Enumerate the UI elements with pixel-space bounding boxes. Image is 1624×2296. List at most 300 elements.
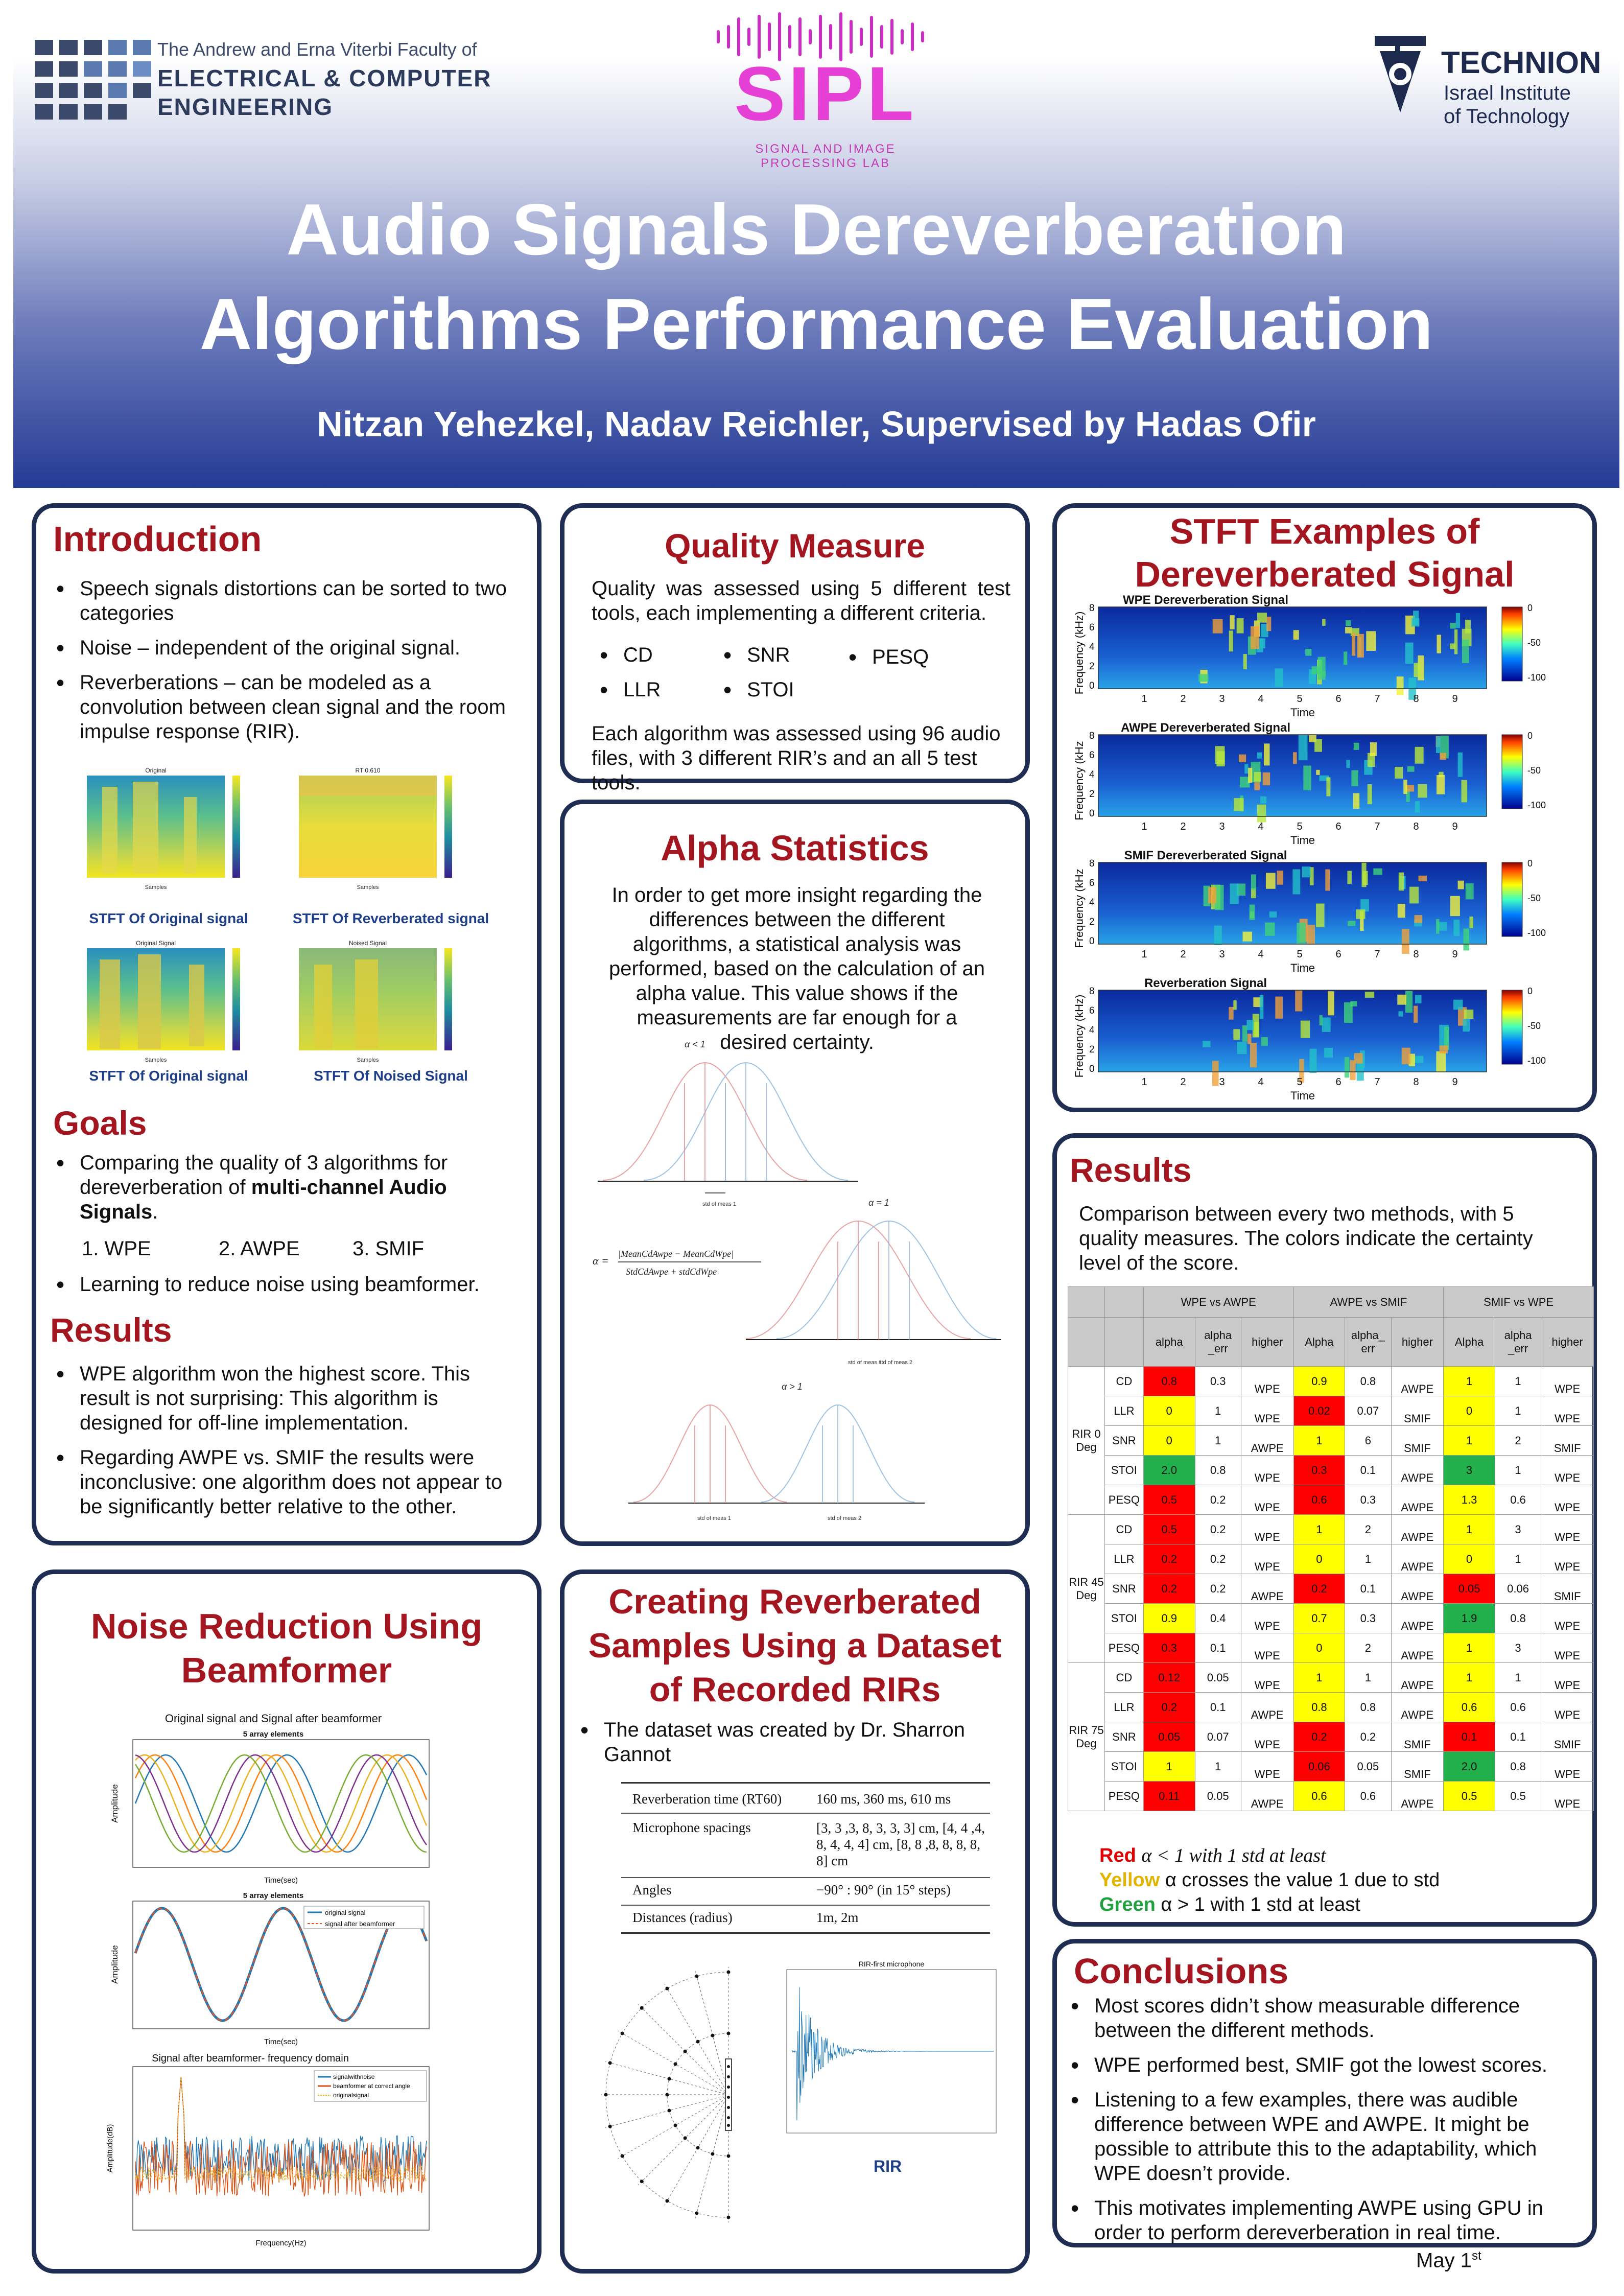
table-cell: AWPE [1391, 1574, 1444, 1604]
spectrogram-burst [1325, 870, 1330, 891]
table-cell: SMIF [1391, 1752, 1444, 1782]
spectrogram-burst [1239, 755, 1246, 762]
table-corner [1104, 1287, 1143, 1318]
table-cell: SMIF [1541, 1722, 1594, 1752]
spectrogram-burst [1260, 995, 1263, 1019]
spectrogram-burst [1402, 929, 1409, 954]
stft-examples-figure [1073, 593, 1589, 1108]
table-cell: 0.2 [1195, 1544, 1241, 1574]
stft-ylabel: Frequency (kHz [1073, 741, 1086, 821]
stft-plot-title: SMIF Dereverberated Signal [1124, 849, 1287, 862]
stft-ytick: 0 [1089, 681, 1095, 691]
stft-xtick: 2 [1180, 949, 1186, 960]
table-cell: WPE [1541, 1782, 1594, 1811]
spectrogram-burst [1261, 1037, 1268, 1046]
stft-plot-title: Reverberation Signal [1144, 976, 1267, 990]
spectrogram-burst [1292, 869, 1300, 894]
stft-xtick: 8 [1413, 693, 1419, 705]
table-cell: WPE [1241, 1722, 1293, 1752]
stft-xtick: 5 [1297, 949, 1303, 960]
speaker-position [727, 2216, 731, 2219]
spectrogram-burst [1361, 862, 1366, 887]
plot-title: Original Signal [135, 940, 176, 947]
spectrogram-burst [1237, 1042, 1247, 1054]
spectrogram-burst [1418, 876, 1427, 881]
spectrogram-burst [1233, 1000, 1236, 1010]
spectrogram-burst [1328, 991, 1334, 1015]
table-cell: 0.2 [1195, 1515, 1241, 1544]
table-measure: PESQ [1104, 1782, 1143, 1811]
quality-measures-col1 [597, 643, 719, 712]
table-cell: 0.2 [1143, 1574, 1195, 1604]
legend-yellow-text: α crosses the value 1 due to std [1165, 1869, 1440, 1891]
table-subheader: alpha _err [1195, 1318, 1241, 1367]
stft-xtick: 3 [1219, 1076, 1225, 1088]
stft-xtick: 3 [1219, 693, 1225, 705]
plot-xlabel: Samples [145, 884, 167, 891]
beamformer-figure [97, 1709, 455, 2251]
colorbar-tick: -50 [1527, 1021, 1541, 1031]
table-cell: 1 [1143, 1752, 1195, 1782]
stft-xtick: 4 [1258, 821, 1264, 832]
table-cell: WPE [1541, 1515, 1594, 1544]
speaker-position [608, 2061, 612, 2065]
spectrogram-burst [1370, 742, 1377, 756]
stft-xtick: 9 [1452, 1076, 1458, 1088]
spectrogram-burst [1354, 1053, 1362, 1063]
spectrogram-burst [1464, 928, 1470, 950]
table-measure: STOI [1104, 1752, 1143, 1782]
spectrogram-burst [1314, 739, 1322, 752]
quality-intro: Quality was assessed using 5 different test tools, each implementing a different criteria. [592, 577, 1010, 624]
results-left-bullets [53, 1362, 523, 1529]
creating-title-2: Samples Using a Dataset [588, 1626, 1002, 1665]
table-cell: WPE [1241, 1752, 1293, 1782]
spectrogram-burst [1436, 919, 1439, 934]
results-right-text: Comparison between every two methods, with 5 quality measures. The colors indicate the certainty level of the score. [1079, 1203, 1533, 1274]
speaker-position [668, 2077, 671, 2080]
table-cell: AWPE [1391, 1515, 1444, 1544]
table-cell: 0.05 [1195, 1782, 1241, 1811]
legend-original: original signal [325, 1909, 366, 1916]
table-measure: SNR [1104, 1426, 1143, 1456]
table-group-header: WPE vs AWPE [1143, 1287, 1293, 1318]
spectrogram-burst [1347, 871, 1352, 884]
rir-param: Angles [632, 1882, 672, 1897]
table-cell: SMIF [1391, 1396, 1444, 1426]
table-cell: 0.1 [1195, 1633, 1241, 1663]
stft-xtick: 6 [1335, 1076, 1341, 1088]
stft-xtick: 8 [1413, 821, 1419, 832]
spectrogram-burst [1465, 620, 1471, 634]
stft-ylabel: Frequency (kHz [1073, 869, 1086, 948]
plot-title: RT 0.610 [355, 767, 381, 774]
table-corner [1104, 1318, 1143, 1367]
spectrogram-burst [1203, 1041, 1210, 1047]
speaker-position [684, 2050, 687, 2053]
beamformer-fig-title: Original signal and Signal after beamformer [164, 1712, 382, 1725]
stft-ytick: 4 [1089, 642, 1095, 652]
spectrogram-burst [1405, 991, 1413, 1013]
goals-bold: multi-channel Audio Signals [80, 1176, 447, 1223]
spectrogram-burst [1402, 1048, 1410, 1064]
table-cell: WPE [1241, 1515, 1293, 1544]
spectrogram-burst [1213, 619, 1223, 634]
stft-ylabel: Frequency (kHz) [1073, 611, 1086, 695]
spectrogram-burst [1260, 796, 1266, 803]
alpha-case-label: α > 1 [782, 1381, 803, 1392]
table-cell: 0.3 [1345, 1485, 1391, 1515]
rir-caption: RIR [874, 2157, 902, 2175]
xlabel-time: Time(sec) [264, 1876, 298, 1885]
spectrogram-burst [1215, 746, 1225, 764]
table-cell: 0.05 [1195, 1663, 1241, 1693]
table-cell: 2 [1345, 1633, 1391, 1663]
intro-bullets [53, 576, 513, 754]
spectrogram-burst [1436, 736, 1441, 753]
quality-title: Quality Measure [665, 527, 925, 565]
spectrogram-burst [1275, 668, 1283, 687]
results-bullet: • Regarding AWPE vs. SMIF the results were inconclusive: one algorithm does not appear to be significantly better relative to the other. [53, 1445, 523, 1519]
goals-title: Goals [53, 1104, 147, 1142]
goal-algo-3: 3. SMIF [352, 1237, 425, 1260]
spectrogram-burst [1397, 995, 1406, 1005]
table-cell: 0.05 [1143, 1722, 1195, 1752]
spectrogram-burst [1266, 617, 1271, 631]
spectrogram-burst [1414, 1006, 1418, 1023]
goals-text: Comparing the quality of 3 algorithms for dereverberation of [80, 1152, 448, 1199]
stft-ytick: 8 [1089, 986, 1095, 997]
speaker-position [684, 2136, 687, 2140]
spectrogram-burst [1464, 1010, 1474, 1019]
faculty-line1: The Andrew and Erna Viterbi Faculty of [157, 39, 477, 60]
table-cell: SMIF [1541, 1426, 1594, 1456]
stft-ytick: 2 [1089, 789, 1095, 800]
spectrogram-burst [1440, 753, 1446, 760]
legend-green-word: Green [1099, 1894, 1156, 1915]
table-cell: AWPE [1241, 1574, 1293, 1604]
table-cell: WPE [1541, 1396, 1594, 1426]
stft-xtick: 9 [1452, 821, 1458, 832]
table-cell: 1.9 [1444, 1604, 1495, 1633]
freq-ylabel: Amplitude(dB) [106, 2124, 114, 2173]
speaker-position [640, 2180, 644, 2183]
table-measure: CD [1104, 1663, 1143, 1693]
angle-ray [695, 2095, 728, 2218]
table-subheader: Alpha [1293, 1318, 1345, 1367]
spectrogram-burst [1269, 911, 1277, 918]
table-measure: STOI [1104, 1456, 1143, 1485]
spectrogram-burst [1214, 926, 1221, 945]
speaker-position [727, 2154, 731, 2158]
spectrogram-burst [1415, 995, 1422, 1003]
stft-xtick: 4 [1258, 1076, 1264, 1088]
stft-plot-title: AWPE Dereverberated Signal [1120, 721, 1291, 735]
creating-bullets [577, 1718, 996, 1777]
stft-noised-plot [284, 939, 478, 1067]
table-corner [1068, 1318, 1105, 1367]
spectrogram-burst [1234, 798, 1243, 811]
spectrogram-burst [1243, 654, 1247, 669]
formula-lhs: α = [593, 1254, 609, 1267]
table-cell: 0.3 [1143, 1633, 1195, 1663]
spectrogram-burst [1257, 753, 1262, 759]
spectrogram-area [1098, 735, 1487, 816]
table-cell: 1 [1495, 1367, 1541, 1396]
spectrogram-burst [1415, 801, 1420, 812]
conclusion-bullet: • WPE performed best, SMIF got the lowest scores. [1068, 2053, 1579, 2077]
table-cell: WPE [1541, 1544, 1594, 1574]
table-cell: 1 [1495, 1544, 1541, 1574]
stft-reverberated-plot [284, 766, 478, 894]
measure-item: • PESQ [845, 645, 968, 669]
faculty-line2: ELECTRICAL & COMPUTER [157, 65, 492, 91]
table-cell: WPE [1241, 1485, 1293, 1515]
table-cell: 0 [1293, 1633, 1345, 1663]
spectrogram-burst [1414, 663, 1421, 677]
table-cell: WPE [1541, 1367, 1594, 1396]
table-cell: 0.6 [1444, 1693, 1495, 1722]
rir-table-rule [621, 1877, 990, 1878]
poster-title-line2: Algorithms Performance Evaluation [199, 284, 1433, 365]
table-cell: 1 [1293, 1663, 1345, 1693]
table-cell: WPE [1241, 1633, 1293, 1663]
alpha-title: Alpha Statistics [661, 828, 929, 868]
technion-line2: Israel Institute [1444, 82, 1571, 104]
ylabel-amplitude-2: Amplitude [110, 1945, 120, 1984]
table-cell: 1 [1293, 1426, 1345, 1456]
formula-denominator: StdCdAwpe + stdCdWpe [626, 1267, 717, 1277]
spectrogram-burst [1212, 1061, 1219, 1086]
stft-ytick: 4 [1089, 1025, 1095, 1036]
spectrogram-burst [1303, 766, 1311, 790]
spectrogram-burst [1312, 666, 1321, 674]
caption-stft-noised: STFT Of Noised Signal [314, 1068, 468, 1084]
table-cell: 0.8 [1345, 1693, 1391, 1722]
table-cell: 0.8 [1293, 1693, 1345, 1722]
sipl-subtitle: SIGNAL AND IMAGE PROCESSING LAB [755, 142, 896, 170]
stft-xtick: 1 [1141, 1076, 1147, 1088]
spectrogram-burst [1463, 1019, 1470, 1032]
table-cell: AWPE [1391, 1782, 1444, 1811]
spectrogram-burst [1344, 1002, 1353, 1023]
colorbar-tick: -50 [1527, 638, 1541, 648]
rir-value: −90° : 90° (in 15° steps) [816, 1882, 951, 1897]
colorbar-tick: -100 [1527, 1056, 1546, 1066]
goal-algo-1: 1. WPE [82, 1237, 151, 1260]
rir-table-rule-bottom [621, 1932, 990, 1934]
spectrogram-burst [1257, 613, 1267, 623]
table-cell: 0.11 [1143, 1782, 1195, 1811]
stft-xlabel: Time [1290, 834, 1315, 847]
stft-xtick: 4 [1258, 949, 1264, 960]
legend-red-word: Red [1099, 1845, 1136, 1866]
results-table [1068, 1286, 1594, 1811]
table-cell: WPE [1541, 1604, 1594, 1633]
table-cell: 1 [1444, 1633, 1495, 1663]
table-cell: 0.1 [1345, 1456, 1391, 1485]
spectrogram-burst [1230, 883, 1238, 904]
spectrogram-burst [1450, 896, 1460, 916]
stft-xlabel: Time [1290, 962, 1315, 974]
measure-item: • LLR [597, 677, 719, 702]
table-cell: 1 [1293, 1515, 1345, 1544]
spectrogram-burst [1405, 643, 1414, 664]
table-group-header: AWPE vs SMIF [1293, 1287, 1444, 1318]
angle-ray [618, 2095, 728, 2159]
spectrogram-burst [1251, 874, 1256, 889]
spectrogram-burst [1229, 1007, 1233, 1020]
speaker-position [727, 2032, 731, 2035]
std-label: std of meas 2 [828, 1515, 862, 1521]
alpha-text: In order to get more insight regarding the differences between the different algorithms, a statistical analysis was performed, based on the calculation of an alpha value. This value shows if the measurements are far enough for a desired certainty. [608, 884, 985, 1053]
spectrogram-burst [1265, 923, 1275, 936]
rir-table-rule [621, 1905, 990, 1906]
freq-fig-title: Signal after beamformer- frequency domain [152, 2053, 349, 2064]
spectrogram-burst [1260, 639, 1265, 648]
table-cell: AWPE [1391, 1663, 1444, 1693]
stft-xtick: 7 [1374, 693, 1380, 705]
spectrogram-burst [1450, 623, 1455, 628]
spectrogram-burst [1357, 634, 1364, 658]
colorbar-tick: -100 [1527, 672, 1546, 683]
stft-ytick: 0 [1089, 936, 1095, 947]
table-cell: 1 [1444, 1663, 1495, 1693]
stft-xtick: 8 [1413, 1076, 1419, 1088]
poster-authors: Nitzan Yehezkel, Nadav Reichler, Supervised by Hadas Ofir [317, 404, 1316, 444]
table-cell: 3 [1495, 1633, 1541, 1663]
table-cell: 2 [1345, 1515, 1391, 1544]
table-cell: SMIF [1391, 1426, 1444, 1456]
results-bullet: • WPE algorithm won the highest score. This result is not surprising: This algorithm is designed for off-line implementation. [53, 1362, 523, 1435]
table-cell: 1 [1495, 1456, 1541, 1485]
stft-xtick: 2 [1180, 693, 1186, 705]
spectrogram-burst [1299, 735, 1308, 760]
std-label: std of meas 1 [697, 1515, 732, 1521]
rir-value: 160 ms, 360 ms, 610 ms [816, 1791, 951, 1807]
table-cell: 1.3 [1444, 1485, 1495, 1515]
table-cell: 0 [1293, 1544, 1345, 1574]
table-cell: WPE [1241, 1367, 1293, 1396]
legend-noisy: signalwithnoise [333, 2073, 375, 2080]
speaker-position [674, 2063, 677, 2066]
table-subheader: alpha [1143, 1318, 1195, 1367]
spectrogram-burst [1458, 753, 1463, 777]
table-measure: LLR [1104, 1693, 1143, 1722]
spectrogram-burst [1230, 615, 1234, 629]
spectrogram-burst [1399, 873, 1404, 891]
std-label: std of meas 1 [848, 1360, 882, 1366]
table-cell: AWPE [1391, 1693, 1444, 1722]
formula-numerator: |MeanCdAwpe − MeanCdWpe| [618, 1249, 734, 1259]
speaker-position [666, 2093, 669, 2097]
table-rir-label: RIR 45 Deg [1068, 1515, 1105, 1663]
spectrogram-burst [1307, 925, 1315, 944]
table-cell: WPE [1541, 1456, 1594, 1485]
spectrogram-burst [1322, 1018, 1331, 1032]
stft-xtick: 6 [1335, 949, 1341, 960]
table-cell: 2.0 [1143, 1456, 1195, 1485]
spectrogram-burst [1403, 780, 1407, 794]
table-cell: 1 [1345, 1663, 1391, 1693]
spectrogram-burst [1295, 991, 1302, 1012]
legend-green [1099, 1892, 1360, 1917]
spectrogram-burst [1450, 643, 1455, 649]
technion-line3: of Technology [1444, 105, 1570, 128]
speaker-position [695, 1975, 698, 1978]
table-cell: WPE [1241, 1604, 1293, 1633]
spectrogram-burst [1326, 777, 1330, 796]
table-cell: WPE [1241, 1456, 1293, 1485]
stft-xtick: 1 [1141, 949, 1147, 960]
table-cell: 0.12 [1143, 1663, 1195, 1693]
goal-algo-2: 2. AWPE [219, 1237, 300, 1260]
spectrogram-burst [1345, 1057, 1349, 1077]
table-cell: 0.8 [1195, 1456, 1241, 1485]
spectrogram-burst [1346, 620, 1351, 626]
spectrogram-burst [1242, 1025, 1247, 1042]
stft-plot-title: WPE Dereverberation Signal [1122, 593, 1289, 607]
table-cell: 0.9 [1293, 1367, 1345, 1396]
table-cell: 0.07 [1195, 1722, 1241, 1752]
spectrogram-burst [1453, 1000, 1463, 1010]
creating-title-1: Creating Reverberated [608, 1582, 981, 1621]
speaker-position [640, 2006, 644, 2010]
plot-xlabel: Samples [357, 1057, 379, 1063]
spectrogram-burst [1456, 613, 1460, 628]
spectrogram-burst [1353, 793, 1359, 809]
table-measure: CD [1104, 1367, 1143, 1396]
table-cell: 0 [1143, 1426, 1195, 1456]
table-corner [1068, 1287, 1105, 1318]
beamformer-sub1: 5 array elements [243, 1730, 304, 1739]
stft-xtick: 3 [1219, 821, 1225, 832]
table-measure: PESQ [1104, 1633, 1143, 1663]
legend-red [1099, 1843, 1326, 1868]
table-group-header: SMIF vs WPE [1444, 1287, 1594, 1318]
stft-xtick: 5 [1297, 821, 1303, 832]
stft-ylabel: Frequency (kHz) [1073, 994, 1086, 1078]
stft-ytick: 4 [1089, 897, 1095, 908]
spectrogram-burst [1418, 784, 1427, 798]
table-cell: 1 [1495, 1663, 1541, 1693]
stft-xtick: 7 [1374, 1076, 1380, 1088]
spectrogram-burst [1437, 775, 1445, 794]
spectrogram-burst [1297, 923, 1305, 944]
spectrogram-burst [1246, 1020, 1254, 1030]
table-cell: 0.05 [1345, 1752, 1391, 1782]
table-cell: 0.7 [1293, 1604, 1345, 1633]
noise-title-1: Noise Reduction Using [90, 1606, 483, 1646]
spectrogram-burst [1354, 743, 1359, 750]
alpha-case-label: α < 1 [685, 1039, 705, 1049]
xlabel-time-2: Time(sec) [264, 2037, 298, 2046]
legend-yellow [1099, 1868, 1440, 1892]
legend-beam: beamformer at correct angle [333, 2082, 410, 2090]
freq-xlabel: Frequency(Hz) [255, 2239, 307, 2247]
stft-xtick: 7 [1374, 949, 1380, 960]
rir-table-rule [621, 1813, 990, 1814]
conclusion-bullet: • Most scores didn’t show measurable difference between the different methods. [1068, 1994, 1579, 2043]
stft-examples-title-2: Dereverberated Signal [1135, 554, 1515, 594]
table-measure: PESQ [1104, 1485, 1143, 1515]
spectrogram-burst [1440, 1045, 1448, 1053]
table-cell: 0.05 [1444, 1574, 1495, 1604]
rir-plot-title: RIR-first microphone [858, 1960, 925, 1968]
table-cell: WPE [1241, 1544, 1293, 1574]
table-cell: AWPE [1391, 1456, 1444, 1485]
table-cell: 1 [1444, 1426, 1495, 1456]
